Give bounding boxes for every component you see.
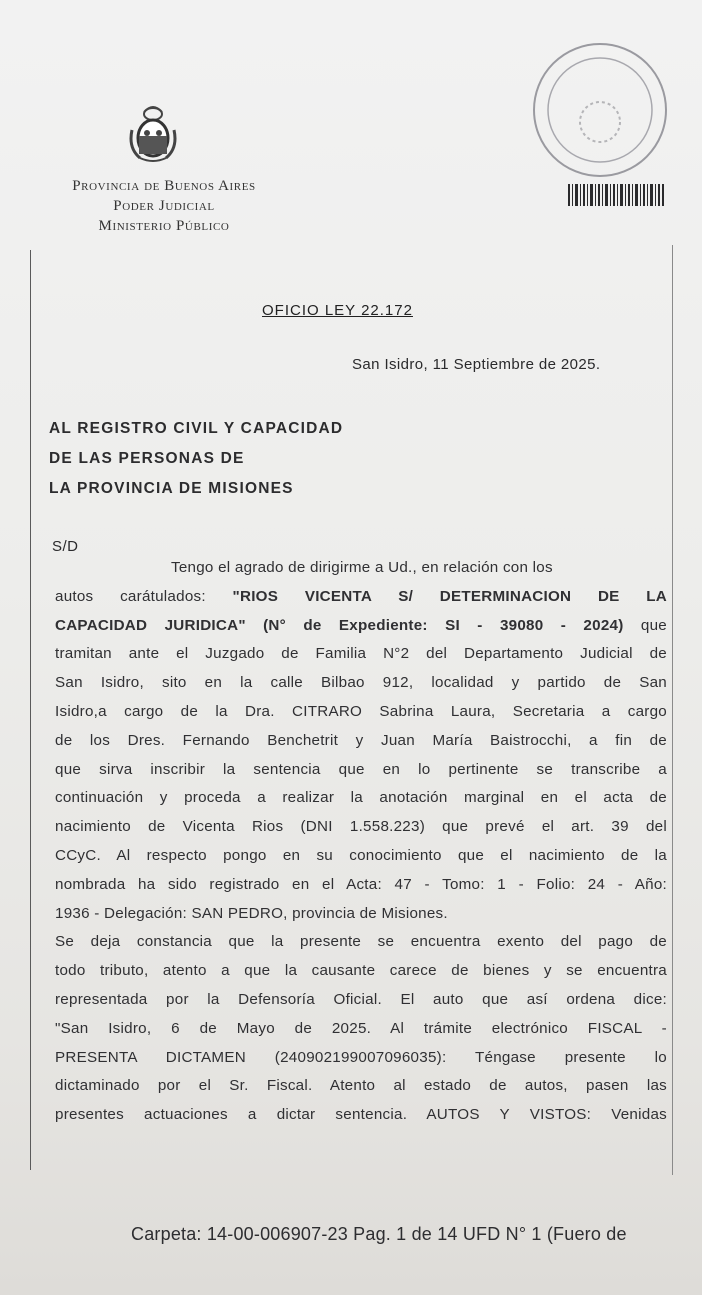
body-line (55, 612, 667, 641)
case-title-bold: "RIOS VICENTA S/ DETERMINACION DE LA (232, 587, 667, 605)
body-line: representada por la Defensoría Oficial. El auto que así ordena dice: (55, 990, 667, 1008)
body-line: de los Dres. Fernando Benchetrit y Juan María Baistrocchi, a fin de (55, 731, 667, 749)
body-line: Se deja constancia que la presente se encuentra exento del pago de (55, 933, 667, 951)
header-judicial: Poder Judicial (113, 198, 215, 214)
document-date: San Isidro, 11 Septiembre de 2025. (352, 356, 601, 373)
body-line: dictaminado por el Sr. Fiscal. Atento al estado de autos, pasen las (55, 1077, 667, 1095)
body-text: que (640, 616, 667, 634)
body-line: CCyC. Al respecto pongo en su conocimiento que el nacimiento de la (55, 846, 667, 864)
body-line (55, 554, 667, 583)
body-line: que sirva inscribir la sentencia que en lo pertinente se transcribe a (55, 760, 667, 778)
body-line: presentes actuaciones a dictar sentencia. AUTOS Y VISTOS: Venidas (55, 1106, 667, 1124)
body-text: autos carátulados: (55, 587, 206, 605)
document-title: OFICIO LEY 22.172 (262, 302, 413, 319)
body-line: Isidro,a cargo de la Dra. CITRARO Sabrina Laura, Secretaria a cargo (55, 702, 667, 720)
body-line: San Isidro, sito en la calle Bilbao 912, localidad y partido de San (55, 674, 667, 692)
addressee-block (49, 414, 343, 504)
body-line: nombrada ha sido registrado en el Acta: 47 - Tomo: 1 - Folio: 24 - Año: (55, 875, 667, 893)
salutation: S/D (52, 538, 79, 555)
body-line: continuación y proceda a realizar la anotación marginal en el acta de (55, 789, 667, 807)
body-line (55, 583, 667, 612)
body-text: Tengo el agrado de dirigirme a Ud., en relación con los (171, 559, 553, 576)
left-margin-line (30, 250, 31, 1170)
addressee-line-2: DE LAS PERSONAS DE (49, 450, 245, 467)
document-body (55, 554, 667, 1130)
institution-header (34, 176, 294, 236)
right-margin-line (672, 245, 673, 1175)
header-province: Provincia de Buenos Aires (72, 178, 256, 194)
header-ministry: Ministerio Público (98, 218, 230, 234)
coat-of-arms-icon (128, 100, 178, 164)
body-line: 1936 - Delegación: SAN PEDRO, provincia de Misiones. (55, 904, 448, 922)
addressee-line-3: LA PROVINCIA DE MISIONES (49, 480, 294, 497)
court-stamp-icon (528, 22, 678, 222)
body-line: nacimiento de Vicenta Rios (DNI 1.558.223) que prevé el art. 39 del (55, 818, 667, 836)
body-line: PRESENTA DICTAMEN (240902199007096035): Téngase presente lo (55, 1048, 667, 1066)
case-number-bold: CAPACIDAD JURIDICA" (N° de Expediente: SI - 39080 - 2024) (55, 616, 624, 634)
body-line: todo tributo, atento a que la causante carece de bienes y se encuentra (55, 962, 667, 980)
page-footer: Carpeta: 14-00-006907-23 Pag. 1 de 14 UFD N° 1 (Fuero de (131, 1224, 627, 1244)
body-line: "San Isidro, 6 de Mayo de 2025. Al trámite electrónico FISCAL - (55, 1019, 667, 1037)
addressee-line-1: AL REGISTRO CIVIL Y CAPACIDAD (49, 420, 344, 437)
body-line: tramitan ante el Juzgado de Familia N°2 del Departamento Judicial de (55, 645, 667, 663)
